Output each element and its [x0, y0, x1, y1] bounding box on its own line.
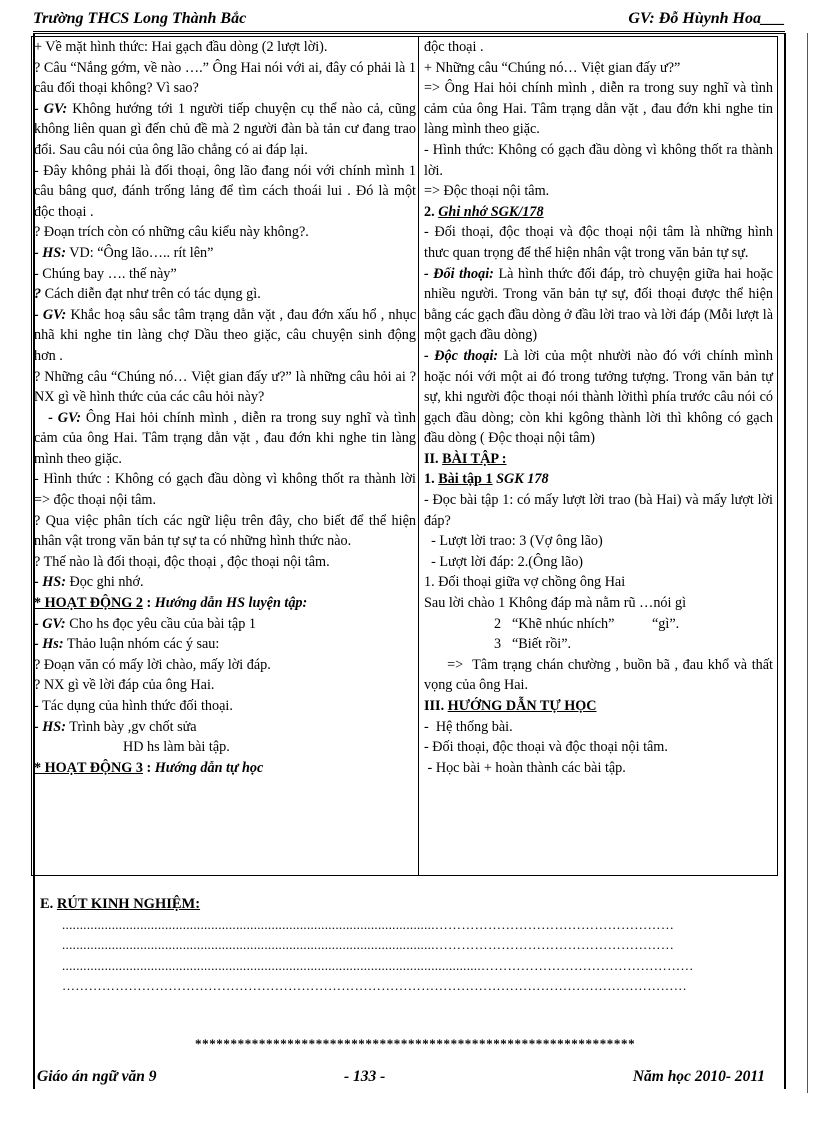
column-divider	[418, 37, 419, 875]
right-line: độc thoại .	[424, 39, 484, 55]
right-line: - Lượt lời đáp: 2.(Ông lão)	[424, 553, 584, 570]
left-line: - Chúng bay …. thế này”	[34, 265, 177, 282]
right-line: + Những câu “Chúng nó… Việt gian đấy ư?”	[424, 59, 681, 76]
right-line: - Hệ thống bài.	[424, 718, 513, 735]
right-line: 1. Đối thoại giữa vợ chồng ông Hai	[424, 574, 626, 591]
left-line: HD hs làm bài tập.	[123, 739, 230, 756]
activity-3-heading: * HOẠT ĐỘNG 3 : Hướng dẫn tự học	[34, 759, 264, 776]
exercise-1-heading: 1. Bài tập 1 SGK 178	[424, 471, 549, 488]
right-line: - Đối thoại, độc thoại và độc thoại nội tâm.	[424, 739, 668, 756]
left-line: ? Cách diễn đạt như trên có tác dụng gì.	[34, 286, 261, 303]
right-line: => Tâm trạng chán chường , buồn bã , đau khổ và thất vọng của ông Hai.	[424, 656, 777, 694]
separator-stars: **************************************************************	[195, 1036, 636, 1051]
experience-section-title: E. RÚT KINH NGHIỆM:	[40, 896, 201, 912]
page-header	[33, 8, 785, 32]
left-line: + Về mặt hình thức: Hai gạch đầu dòng (2 lượt lời).	[34, 39, 328, 55]
reply-row: 3 “Biết rồi”.	[494, 636, 572, 653]
right-line: - Đối thoại, độc thoại và độc thoại nội tâm là những hình thưc quan trọng để thể hiện nhân vật trong văn bản tự sự.	[424, 224, 773, 261]
left-line: ? Những câu “Chúng nó… Việt gian đấy ư?” là những câu hỏi ai ? NX gì về hình thức của các câu hỏi này?	[34, 368, 416, 406]
left-line: ? Qua việc phân tích các ngữ liệu trên đây, cho biết để thể hiện nhân vật trong văn bản tự sự ta có những hình thức nào.	[34, 512, 416, 550]
ghi-nho-heading: 2. Ghi nhớ SGK/178	[424, 203, 544, 220]
right-line: - Đọc bài tập 1: có mấy lượt lời trao (bà Hai) và mấy lượt lời đáp?	[424, 492, 773, 529]
tu-hoc-heading: III. HƯỚNG DẪN TỰ HỌC	[424, 698, 597, 714]
left-line: - GV: Ông Hai hỏi chính mình , diễn ra trong suy nghĩ và tình cảm của ông Hai. Tâm trạng dằn vặt , đau đớn khi nghe tin làng mình theo giặc.	[34, 409, 416, 467]
right-line: => Độc thoại nội tâm.	[424, 183, 550, 200]
left-line: - Tác dụng của hình thức đối thoại.	[34, 698, 233, 714]
notes-line: ……………………………………………………………………………………………………………………………	[62, 978, 688, 993]
left-line: - HS: VD: “Ông lão….. rít lên”	[34, 244, 214, 261]
left-line: ? NX gì về lời đáp của ông Hai.	[34, 677, 215, 694]
left-line: ? Thế nào là đối thoại, độc thoại , độc thoại nội tâm.	[34, 553, 330, 570]
reply-row: 2 “Khẽ nhúc nhích” “gì”.	[494, 615, 680, 632]
left-line: - HS: Đọc ghi nhớ.	[34, 574, 144, 591]
activities-column	[32, 37, 417, 778]
right-line: - Hình thức: Không có gạch đầu dòng vì không thốt ra thành lời.	[424, 141, 773, 179]
right-line: => Ông Hai hỏi chính mình , diễn ra trong suy nghĩ và tình cảm của ông Hai. Tâm trạng dằn vặt , đau đớn khi nghe tin làng mình theo giặc.	[424, 80, 773, 138]
bai-tap-heading: II. BÀI TẬP :	[424, 450, 507, 467]
left-line: ? Câu “Nắng gớm, về nào ….” Ông Hai nói với ai, đây có phải là 1 câu đối thoại không? Vì sao?	[34, 59, 416, 97]
right-line: - Học bài + hoàn thành các bài tập.	[424, 759, 626, 776]
left-line: ? Đoạn trích còn có những câu kiểu này không?.	[34, 224, 309, 241]
notes-line: .........................................................................................................………………………………………………	[62, 937, 675, 952]
right-line: - Lượt lời trao: 3 (Vợ ông lão)	[424, 533, 603, 550]
school-name: Trường THCS Long Thành Bắc	[33, 10, 247, 27]
lesson-table	[31, 36, 778, 876]
content-column	[422, 37, 775, 778]
footer-year: Năm học 2010- 2011	[632, 1068, 765, 1085]
left-line: - GV: Không hướng tới 1 người tiếp chuyện cụ thể nào cả, cũng không liên quan gì đến chủ đề mà 2 người đàn bà tản cư đang trao đổi. Sau câu nói của ông lão chẳng có ai đáp lại.	[34, 100, 416, 158]
activity-2-heading: * HOẠT ĐỘNG 2 : Hướng dẫn HS luyện tập:	[34, 595, 308, 612]
notes-line: .........................................................................................................………………………………………………	[62, 917, 675, 932]
footer-book: Giáo án ngữ văn 9	[37, 1068, 157, 1085]
left-line: - HS: Trình bày ,gv chốt sửa	[34, 718, 197, 735]
right-line: - Đối thoại: Là hình thức đối đáp, trò chuyện giữa hai hoặc nhiều người. Trong văn bản tự sự, đối thoại được thể hiện bằng các gạch đầu dòng ở đầu lời trao và lời đáp (Mỗi lượt là một gạch đầu dòng)	[424, 265, 773, 344]
left-line: - Hình thức : Không có gạch đầu dòng vì không thốt ra thành lời => độc thoại nội tâm.	[34, 471, 416, 509]
left-line: - GV: Cho hs đọc yêu cầu của bài tập 1	[34, 615, 256, 632]
left-line: - GV: Khắc hoạ sâu sắc tâm trạng dằn vặt , đau đớn xấu hổ , nhục nhã khi nghe tin làng chợ Dầu theo giặc, câu chuyện sinh động hơn .	[34, 306, 416, 364]
page-edge	[807, 33, 808, 1093]
right-line: Sau lời chào 1 Không đáp mà nằm rũ …nói gì	[424, 595, 687, 612]
page-number: - 133 -	[344, 1068, 386, 1085]
teacher-name: GV: Đỗ Hùynh Hoa___	[628, 10, 785, 27]
notes-line: ......................................................................................................................…………………………………………	[62, 958, 694, 973]
left-line: - Hs: Thảo luận nhóm các ý sau:	[34, 636, 220, 653]
left-line: ? Đoạn văn có mấy lời chào, mấy lời đáp.	[34, 656, 271, 673]
left-line: - Đây không phải là đối thoại, ông lão đang nói với chính mình 1 câu bâng quơ, đánh trống lảng để tìm cách thoái lui . Đó là một độc thoại .	[34, 162, 416, 220]
right-line: - Độc thoại: Là lời của một nhười nào đó với chính mình hoặc nói với một ai đó trong tưởng tượng. Trong văn bản tự sự, khi người độc thoại nói thành lờithì phía trước câu nói có gạch đầu dòng; còn khi kgông thành lời thì không có gạch đầu dòng ( Độc thoại nội tâm)	[424, 347, 773, 447]
